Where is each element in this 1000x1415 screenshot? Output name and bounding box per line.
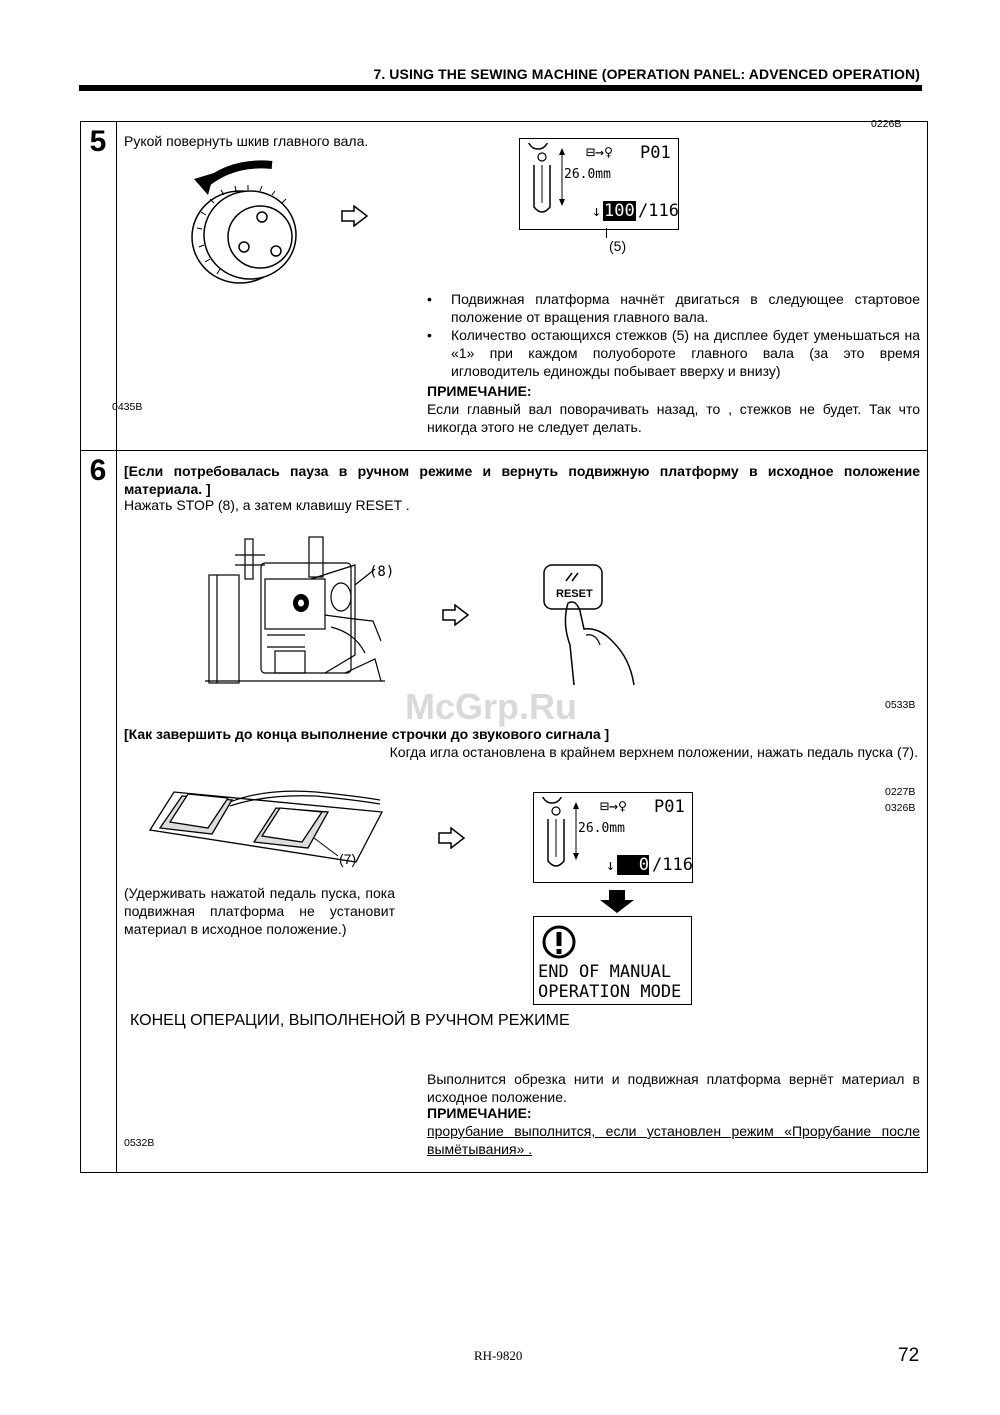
figure-code-0435b: 0435B: [112, 401, 143, 413]
callout-7: (7): [339, 851, 357, 867]
end-of-operation-title: КОНЕЦ ОПЕРАЦИИ, ВЫПОЛНЕНОЙ В РУЧНОМ РЕЖИМЕ: [130, 1012, 570, 1029]
reset-key-illustration: [540, 563, 640, 685]
machine-stop-switch-illustration: [205, 535, 405, 685]
section-title: 7. USING THE SEWING MACHINE (OPERATION PANEL: ADVENCED OPERATION): [373, 66, 920, 82]
step-column-divider: [116, 121, 117, 1173]
step-6-subheading: [Как завершить до конца выполнение строчки до звукового сигнала ]: [124, 726, 610, 742]
lcd-display-stitch-count: [519, 138, 679, 230]
message-line-1: END OF MANUAL: [538, 962, 672, 982]
sewing-mode-icon: ⊟→♀: [600, 797, 628, 815]
lcd-display-stitch-count-zero: [533, 792, 693, 883]
callout-5: (5): [609, 238, 627, 254]
arrow-down-icon: [599, 890, 635, 914]
arrow-right-icon: [437, 827, 467, 849]
step-6-number: 6: [89, 454, 107, 487]
header-rule: [79, 85, 922, 91]
program-number: P01: [640, 143, 671, 163]
arrow-right-icon: [340, 205, 370, 227]
step-5-note-text: Если главный вал поворачивать назад, то , стежков не будет. Так что никогда этого не следует делать.: [427, 401, 920, 435]
rotation-arrowhead: [194, 173, 214, 195]
figure-code-0533b: 0533B: [885, 699, 916, 711]
figure-code-0227b: 0227B: [885, 786, 916, 798]
program-number: P01: [654, 797, 685, 817]
message-line-2: OPERATION MODE: [538, 982, 682, 1002]
step-5-bullets: [427, 290, 920, 380]
figure-code-0532b: 0532B: [124, 1137, 155, 1149]
needle-icon: ↓: [592, 202, 602, 220]
warning-icon: [542, 925, 576, 959]
step-6-heading: [Если потребовалась пауза в ручном режиме и вернуть подвижную платформу в исходное положение материала. ]: [124, 463, 920, 497]
needle-icon: ↓: [606, 856, 616, 874]
result-text: Выполнится обрезка нити и подвижная платформа вернёт материал в исходное положение.: [427, 1071, 920, 1105]
step-5-instruction: Рукой повернуть шкив главного вала.: [124, 133, 369, 149]
step-6-instruction: Нажать STOP (8), а затем клавишу RESET .: [124, 497, 410, 513]
sewing-length: 26.0mm: [564, 167, 611, 182]
step-row-divider: [80, 450, 928, 451]
total-stitches-value: /116: [638, 201, 679, 221]
sewing-mode-icon: ⊟→♀: [586, 143, 614, 161]
step-6-sub-instruction: Когда игла остановлена в крайнем верхнем положении, нажать педаль пуска (7).: [389, 744, 918, 760]
callout-line-5: [606, 228, 607, 238]
model-number: RH-9820: [474, 1348, 523, 1363]
page-number: 72: [898, 1345, 920, 1366]
bullet-item: • Подвижная платформа начнёт двигаться в следующее стартовое положение от вращения главного вала.: [427, 290, 920, 326]
hold-pedal-note: (Удерживать нажатой педаль пуска, пока подвижная платформа не установит материал в исходное положение.): [124, 885, 395, 937]
figure-code-0226b: 0226B: [871, 118, 902, 130]
callout-8: (8): [369, 564, 395, 580]
step-5-number: 5: [89, 125, 107, 158]
bullet-item: • Количество остающихся стежков (5) на дисплее будет уменьшаться на «1» при каждом полуобороте главного вала (за это время игловодитель единожды побывает вверху и внизу): [427, 326, 920, 380]
remaining-stitches-value: 100: [604, 201, 635, 221]
watermark: McGrp.Ru: [405, 686, 578, 727]
figure-code-0326b: 0326B: [885, 802, 916, 814]
total-stitches-value: /116: [652, 855, 693, 875]
remaining-stitches-value: 0: [617, 855, 649, 875]
step-6-note-title: ПРИМЕЧАНИЕ:: [427, 1105, 532, 1121]
lcd-end-message: [533, 916, 692, 1005]
reset-key-label: RESET: [556, 588, 593, 600]
step-5-note-title: ПРИМЕЧАНИЕ:: [427, 383, 532, 399]
sewing-length: 26.0mm: [578, 821, 625, 836]
rotation-arrow: [204, 164, 272, 185]
arrow-right-icon: [441, 604, 471, 626]
step-6-note-text: прорубание выполнится, если установлен режим «Прорубание после вымётывания» .: [427, 1123, 920, 1157]
